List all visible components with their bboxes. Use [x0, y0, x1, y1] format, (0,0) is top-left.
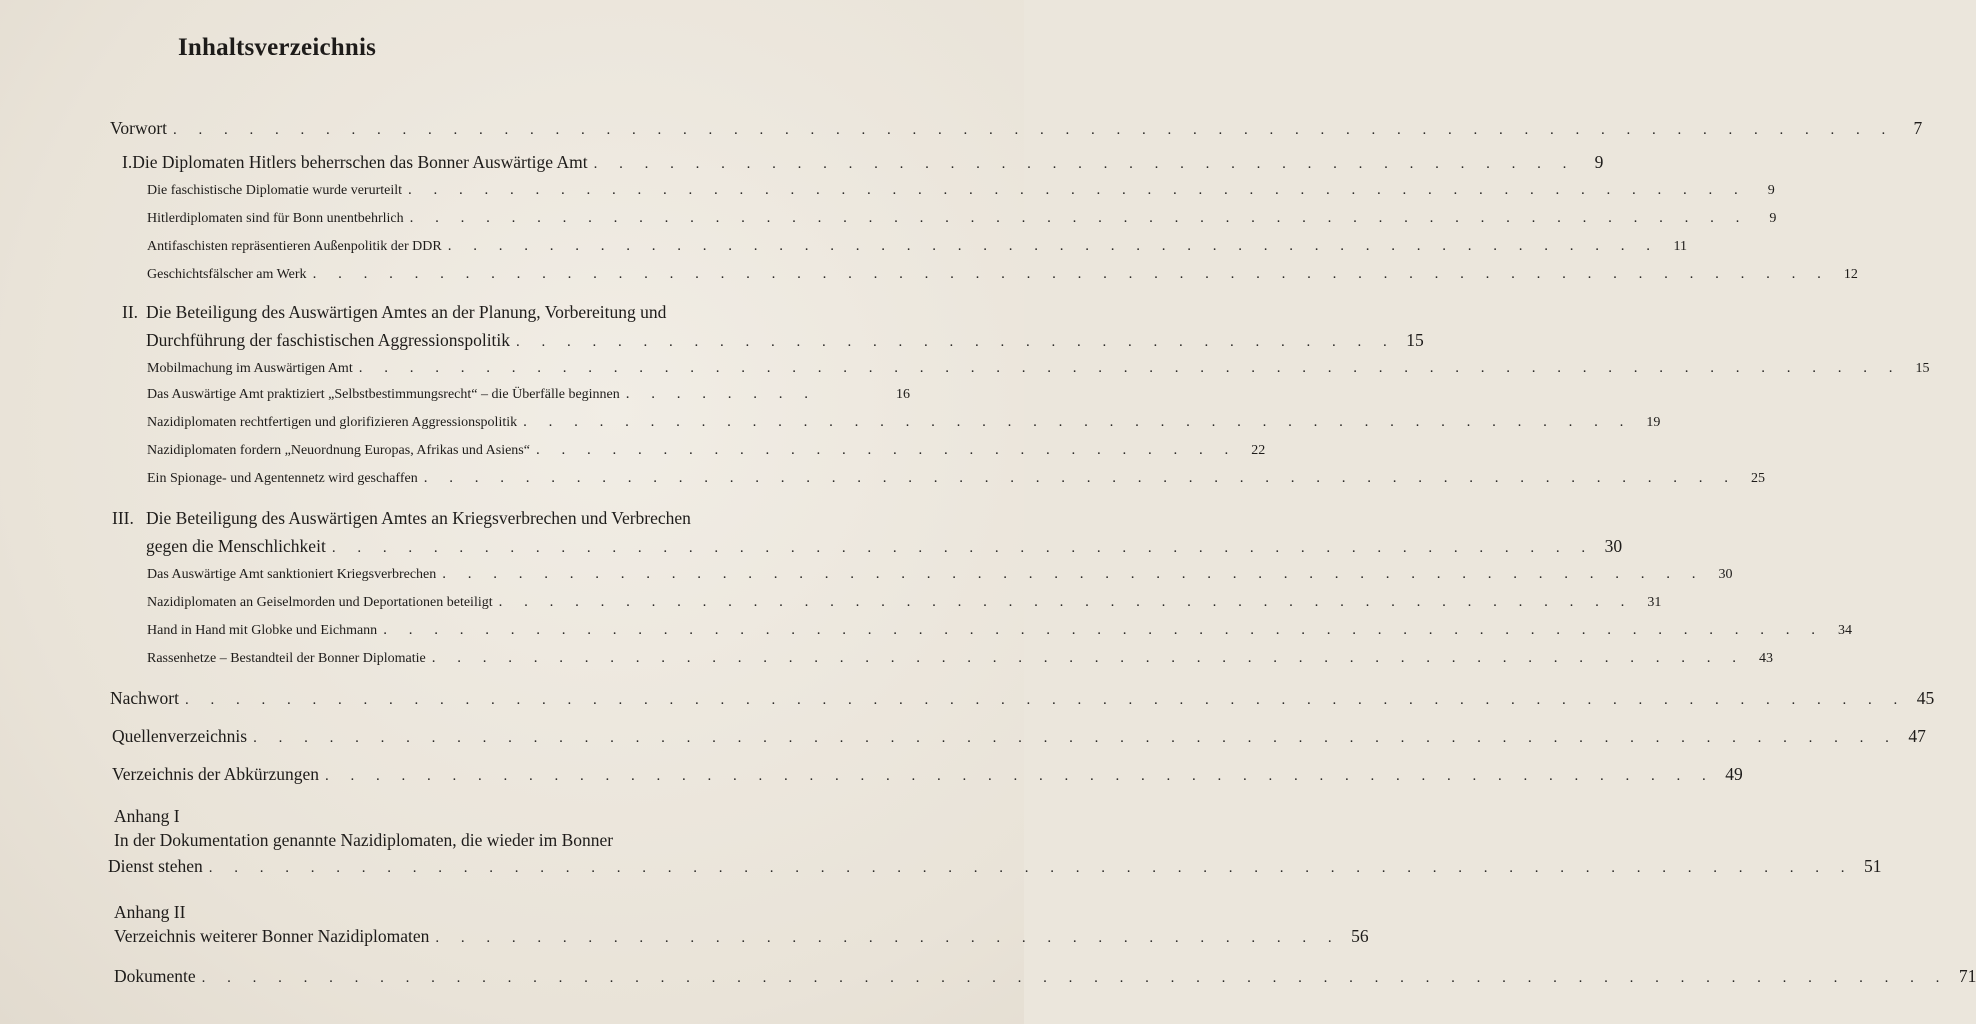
dot-leader: . . . . . . . . . . . . . . . . . . . . . . . . . . . . . . . . . . . . . . . . . . . . . . . . . . . . . . . . . . . . . . . . . . . . .	[201, 970, 1949, 986]
toc-entry-title: gegen die Menschlichkeit	[146, 536, 326, 556]
toc-page-number: 19	[1646, 415, 1661, 430]
toc-page-number: 47	[1908, 726, 1926, 746]
toc-section	[147, 210, 1777, 227]
dot-leader: . . . . . . . . . . . . . . . . . . . . . . . . . . . . . . . . . . . . . . . . . . . . . . . . . . . .	[423, 470, 1737, 486]
toc-section	[147, 386, 910, 403]
toc-page-number: 7	[1913, 118, 1923, 138]
dot-leader: . . . . . . . . . . . . . . . . . . . . . . . . . . . . . . . . . . . . . . . . . . . . . . . . . . . . . . . . . . . .	[312, 266, 1830, 282]
toc-entry-title: Hand in Hand mit Globke und Eichmann	[147, 623, 378, 638]
toc-entry-title: Nachwort	[110, 688, 180, 708]
toc-entry-vorwort	[110, 118, 1923, 139]
toc-entry-title: Vorwort	[110, 118, 168, 138]
toc-entry-nachwort	[110, 688, 1935, 709]
toc-page-number: 25	[1750, 471, 1765, 486]
toc-entry-title: Das Auswärtige Amt praktiziert „Selbstbestimmungsrecht“ – die Überfälle beginnen	[147, 387, 620, 402]
chapter-number: I.	[122, 152, 133, 172]
toc-section	[147, 566, 1733, 583]
dot-leader: . . . . . . . . . . . . . . . . . . . . . . . . . . . . . . . . . . . . . . . . . . . .	[523, 414, 1633, 430]
dot-leader: . . . . . . . . . . . . . . . . . . . . . . . . . . . . . . . . . . . . . . . . . . . . . . . . . . . . . . . . . . . . . . . . .	[208, 860, 1854, 876]
dot-leader: . . . . . . . . . . . . . . . . . . . . . . . . . . . . . . . . . . . .	[435, 930, 1341, 946]
toc-page-number: 12	[1843, 267, 1858, 282]
toc-chapter-2-line-2	[146, 330, 1424, 351]
toc-entry-anhang-1-heading: Anhang I	[114, 806, 180, 826]
toc-page-number: 30	[1604, 536, 1623, 556]
dot-leader: . . . . . . . . . . . . . . . . . . . . . . . . . . . . . . . . . . . . . . . . . . . . . . . . . . . . .	[409, 210, 1749, 226]
toc-page-number: 34	[1837, 623, 1852, 638]
chapter-number: II.	[122, 302, 139, 322]
toc-entry-quellenverzeichnis	[112, 726, 1926, 747]
toc-page-number: 49	[1725, 764, 1743, 784]
toc-entry-title: Geschichtsfälscher am Werk	[147, 267, 307, 282]
dot-leader: . . . . . . . . . . . . . . . . . . . . . . . . . . . . . . . . . . . . . . . . . . . . . . . . . . . .	[431, 650, 1746, 666]
dot-leader: . . . . . . . . . . . . . . . . . . . . . . . . . . . . . . . . . . . . . . . . . . . . . . . . . . . . . . . . . . . . . . . . . . . .	[185, 692, 1907, 708]
dot-leader: . . . . . . . .	[625, 386, 818, 402]
dot-leader: . . . . . . . . . . . . . . . . . . . . . . . . . . . . . . . . . . . . . . . . . . . . .	[498, 594, 1634, 610]
dot-leader: . . . . . . . . . . . . . . . . . . . . . . . . . . . . . . . . . . . . . . . . . . . . . . . . . . . . . . .	[325, 768, 1715, 784]
toc-entry-title: Nazidiplomaten rechtfertigen und glorifizieren Aggressionspolitik	[147, 415, 518, 430]
toc-entry-title: Dienst stehen	[108, 856, 203, 876]
toc-section	[147, 266, 1858, 283]
toc-entry-title: Quellenverzeichnis	[112, 726, 248, 746]
toc-page-number: 11	[1673, 239, 1687, 254]
toc-page-number: 15	[1406, 330, 1424, 350]
page-title: Inhaltsverzeichnis	[178, 34, 377, 61]
toc-entry-title: Verzeichnis der Abkürzungen	[112, 764, 320, 784]
toc-entry-dokumente	[114, 966, 1976, 987]
toc-entry-title: Hitlerdiplomaten sind für Bonn unentbehrlich	[147, 211, 404, 226]
toc-chapter-1	[122, 152, 1604, 173]
toc-page-number: 9	[1769, 211, 1777, 226]
toc-chapter-3-line-1	[112, 508, 691, 529]
toc-entry-anhang-1-line-1: In der Dokumentation genannte Nazidiplomaten, die wieder im Bonner	[114, 830, 614, 850]
toc-section	[147, 182, 1775, 199]
toc-page-number: 31	[1647, 595, 1662, 610]
toc-page-number: 9	[1594, 152, 1604, 172]
toc-entry-title: Das Auswärtige Amt sanktioniert Kriegsverbrechen	[147, 567, 437, 582]
dot-leader: . . . . . . . . . . . . . . . . . . . . . . . . . . . . . . . . . . . . . . . . . . . . . . . . . . . . .	[408, 182, 1747, 198]
toc-chapter-2-line-1	[122, 302, 666, 323]
dot-leader: . . . . . . . . . . . . . . . . . . . . . . . . . . . . . . . . . . . . . . . . . . . . . . . . . . . . . . . . . . . . . . . . . . . .	[173, 122, 1895, 138]
dot-leader: . . . . . . . . . . . . . . . . . . . . . . . . . . . .	[535, 442, 1238, 458]
toc-entry-anhang-1-line-2	[108, 856, 1882, 877]
toc-entry-title: Verzeichnis weiterer Bonner Nazidiplomaten	[114, 926, 430, 946]
toc-entry-anhang-2-line-1	[114, 926, 1369, 947]
dot-leader: . . . . . . . . . . . . . . . . . . . . . . . . . . . . . . . . . . . . . . . . . . . . . . . . . . . . . . . . . . . . . . . . .	[253, 730, 1898, 746]
toc-section	[147, 360, 1930, 377]
toc-page-number: 45	[1916, 688, 1935, 708]
toc-entry-title: Die faschistische Diplomatie wurde verurteilt	[147, 183, 403, 198]
toc-page-number: 56	[1351, 926, 1369, 946]
toc-entry-title: Antifaschisten repräsentieren Außenpolitik der DDR	[147, 239, 442, 254]
toc-section	[147, 238, 1687, 255]
dot-leader: . . . . . . . . . . . . . . . . . . . . . . . . . . . . . . . . . . . . . . . . . . . . . . . .	[447, 238, 1659, 254]
toc-section	[147, 442, 1266, 459]
toc-entry-title: Nazidiplomaten an Geiselmorden und Deportationen beteiligt	[147, 595, 493, 610]
toc-entry-anhang-2-heading: Anhang II	[114, 902, 186, 922]
toc-page-number: 51	[1864, 856, 1882, 876]
toc-section	[147, 650, 1774, 667]
toc-page-number: 9	[1767, 183, 1775, 198]
toc-entry-title: Rassenhetze – Bestandteil der Bonner Diplomatie	[147, 651, 426, 666]
chapter-number: III.	[112, 508, 134, 528]
toc-section	[147, 470, 1765, 487]
toc-section	[147, 594, 1662, 611]
toc-page-number: 71	[1958, 966, 1976, 986]
toc-entry-title: Die Beteiligung des Auswärtigen Amtes an Kriegsverbrechen und Verbrechen	[146, 508, 691, 528]
toc-entry-title: Durchführung der faschistischen Aggressionspolitik	[146, 330, 511, 350]
dot-leader: . . . . . . . . . . . . . . . . . . . . . . . . . . . . . . . . . . . . . . . . . . . . . . . . . .	[442, 566, 1705, 582]
toc-entry-title: Die Beteiligung des Auswärtigen Amtes an der Planung, Vorbereitung und	[146, 302, 667, 322]
toc-page-number: 30	[1718, 567, 1733, 582]
toc-page-number: 22	[1251, 443, 1266, 458]
dot-leader: . . . . . . . . . . . . . . . . . . . . . . . . . . . . . . . . . . .	[516, 334, 1396, 350]
dot-leader: . . . . . . . . . . . . . . . . . . . . . . . . . . . . . . . . . . . . . . . . . . . . . . . . . .	[331, 540, 1595, 556]
toc-entry-title: Die Diplomaten Hitlers beherrschen das Bonner Auswärtige Amt	[132, 152, 588, 172]
toc-entry-abkuerzungen	[112, 764, 1743, 785]
dot-leader: . . . . . . . . . . . . . . . . . . . . . . . . . . . . . . . . . . . . . . . . . . . . . . . . . . . . . . . . .	[383, 622, 1824, 638]
dot-leader: . . . . . . . . . . . . . . . . . . . . . . . . . . . . . . . . . . . . . . .	[593, 156, 1576, 172]
toc-section	[147, 414, 1661, 431]
toc-entry-title: Dokumente	[114, 966, 196, 986]
toc-entry-title: Mobilmachung im Auswärtigen Amt	[147, 361, 353, 376]
toc-entry-title: Ein Spionage- und Agentennetz wird geschaffen	[147, 471, 418, 486]
dot-leader: . . . . . . . . . . . . . . . . . . . . . . . . . . . . . . . . . . . . . . . . . . . . . . . . . . . . . . . . . . . . .	[358, 360, 1902, 376]
toc-chapter-3-line-2	[146, 536, 1623, 557]
toc-page-number: 15	[1915, 361, 1930, 376]
toc-page-number: 16	[896, 387, 910, 402]
toc-section	[147, 622, 1852, 639]
toc-page-number: 43	[1759, 651, 1774, 666]
toc-entry-title: Nazidiplomaten fordern „Neuordnung Europas, Afrikas und Asiens“	[147, 443, 530, 458]
